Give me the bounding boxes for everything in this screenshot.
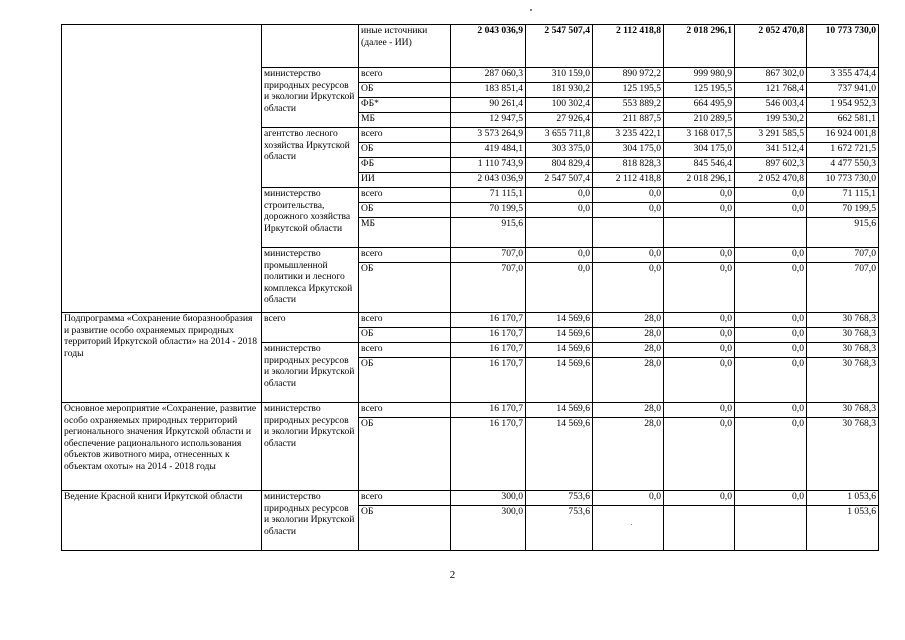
amount-cell: 304 175,0: [664, 143, 735, 158]
amount-cell: 30 768,3: [807, 403, 879, 418]
amount-cell: 999 980,9: [664, 68, 735, 83]
executor-cell: министерство природных ресурсов и экологии Иркутской области: [262, 343, 359, 403]
amount-cell: 0,0: [735, 403, 807, 418]
amount-cell: 3 573 264,9: [451, 128, 526, 143]
funding-source-cell: ОБ: [359, 263, 451, 313]
table-row: [62, 25, 879, 68]
table-row: [62, 403, 879, 418]
amount-cell: 16 924 001,8: [807, 128, 879, 143]
amount-cell: 27 926,4: [526, 113, 593, 128]
amount-cell: 28,0: [593, 418, 664, 491]
executor-cell: министерство строительства, дорожного хозяйства Иркутской области: [262, 188, 359, 248]
amount-cell: [664, 506, 735, 551]
amount-cell: [664, 218, 735, 248]
amount-cell: 30 768,3: [807, 328, 879, 343]
amount-cell: 0,0: [735, 188, 807, 203]
amount-cell: 419 484,1: [451, 143, 526, 158]
program-name-cell: Ведение Красной книги Иркутской области: [62, 491, 262, 551]
funding-source-cell: всего: [359, 491, 451, 506]
amount-cell: 310 159,0: [526, 68, 593, 83]
table-body: [62, 25, 879, 551]
amount-cell: 181 930,2: [526, 83, 593, 98]
table-row: [62, 313, 879, 328]
funding-source-cell: всего: [359, 188, 451, 203]
amount-cell: 30 768,3: [807, 358, 879, 403]
amount-cell: 0,0: [526, 203, 593, 218]
funding-source-cell: ОБ: [359, 506, 451, 551]
amount-cell: 0,0: [526, 188, 593, 203]
funding-source-cell: ИИ: [359, 173, 451, 188]
amount-cell: 0,0: [735, 263, 807, 313]
amount-cell: 1 672 721,5: [807, 143, 879, 158]
executor-cell: всего: [262, 313, 359, 343]
amount-cell: 664 495,9: [664, 98, 735, 113]
amount-cell: 287 060,3: [451, 68, 526, 83]
program-name-cell: [62, 25, 262, 313]
amount-cell: 0,0: [593, 263, 664, 313]
amount-cell: 16 170,7: [451, 358, 526, 403]
amount-cell: 890 972,2: [593, 68, 664, 83]
amount-cell: 121 768,4: [735, 83, 807, 98]
scan-speck: [530, 9, 532, 11]
amount-cell: 3 235 422,1: [593, 128, 664, 143]
amount-cell: 0,0: [664, 418, 735, 491]
amount-cell: 0,0: [593, 188, 664, 203]
amount-cell: 0,0: [526, 248, 593, 263]
amount-cell: 0,0: [735, 343, 807, 358]
amount-cell: 0,0: [735, 328, 807, 343]
amount-cell: 1 053,6: [807, 491, 879, 506]
amount-cell: 0,0: [735, 313, 807, 328]
amount-cell: 100 302,4: [526, 98, 593, 113]
amount-cell: 867 302,0: [735, 68, 807, 83]
amount-cell: 0,0: [664, 328, 735, 343]
program-name-cell: Основное мероприятие «Сохранение, развитие особо охраняемых природных территорий регионального значения Иркутской области и обеспечение рационального использования объектов животного мира, отнесенных к объектам охоты» на 2014 - 2018 годы: [62, 403, 262, 491]
amount-cell: 28,0: [593, 403, 664, 418]
amount-cell: 553 889,2: [593, 98, 664, 113]
amount-cell: 0,0: [735, 491, 807, 506]
amount-cell: 16 170,7: [451, 418, 526, 491]
amount-cell: 0,0: [593, 203, 664, 218]
amount-cell: 30 768,3: [807, 313, 879, 328]
amount-cell: 2 547 507,4: [526, 25, 593, 68]
amount-cell: 2 043 036,9: [451, 25, 526, 68]
amount-cell: 2 112 418,8: [593, 25, 664, 68]
executor-cell: министерство природных ресурсов и экологии Иркутской области: [262, 491, 359, 551]
amount-cell: 70 199,5: [451, 203, 526, 218]
amount-cell: 303 375,0: [526, 143, 593, 158]
budget-table: [61, 24, 879, 551]
amount-cell: 2 043 036,9: [451, 173, 526, 188]
amount-cell: 0,0: [664, 263, 735, 313]
amount-cell: 16 170,7: [451, 403, 526, 418]
amount-cell: 707,0: [451, 248, 526, 263]
amount-cell: 210 289,5: [664, 113, 735, 128]
table-row: [62, 491, 879, 506]
amount-cell: 125 195,5: [593, 83, 664, 98]
amount-cell: 3 355 474,4: [807, 68, 879, 83]
amount-cell: 1 954 952,3: [807, 98, 879, 113]
amount-cell: 10 773 730,0: [807, 25, 879, 68]
amount-cell: 0,0: [735, 358, 807, 403]
amount-cell: 70 199,5: [807, 203, 879, 218]
amount-cell: 28,0: [593, 313, 664, 328]
amount-cell: 71 115,1: [807, 188, 879, 203]
amount-cell: 0,0: [664, 203, 735, 218]
amount-cell: 16 170,7: [451, 343, 526, 358]
funding-source-cell: всего: [359, 68, 451, 83]
amount-cell: 0,0: [664, 248, 735, 263]
scan-speck: [631, 524, 632, 525]
amount-cell: 0,0: [735, 418, 807, 491]
amount-cell: 0,0: [664, 491, 735, 506]
funding-source-cell: ОБ: [359, 328, 451, 343]
executor-cell: министерство природных ресурсов и экологии Иркутской области: [262, 68, 359, 128]
executor-cell: министерство природных ресурсов и экологии Иркутской области: [262, 403, 359, 491]
amount-cell: 300,0: [451, 491, 526, 506]
amount-cell: 737 941,0: [807, 83, 879, 98]
amount-cell: 14 569,6: [526, 418, 593, 491]
funding-source-cell: МБ: [359, 218, 451, 248]
amount-cell: 3 168 017,5: [664, 128, 735, 143]
amount-cell: 1 053,6: [807, 506, 879, 551]
amount-cell: 211 887,5: [593, 113, 664, 128]
amount-cell: 10 773 730,0: [807, 173, 879, 188]
amount-cell: [735, 506, 807, 551]
funding-source-cell: всего: [359, 403, 451, 418]
amount-cell: 2 052 470,8: [735, 25, 807, 68]
amount-cell: 14 569,6: [526, 358, 593, 403]
funding-source-cell: всего: [359, 248, 451, 263]
amount-cell: 28,0: [593, 358, 664, 403]
amount-cell: 1 110 743,9: [451, 158, 526, 173]
amount-cell: 707,0: [807, 263, 879, 313]
amount-cell: 804 829,4: [526, 158, 593, 173]
funding-source-cell: ОБ: [359, 203, 451, 218]
amount-cell: 915,6: [451, 218, 526, 248]
amount-cell: 0,0: [735, 248, 807, 263]
amount-cell: 2 112 418,8: [593, 173, 664, 188]
amount-cell: 14 569,6: [526, 403, 593, 418]
amount-cell: 662 581,1: [807, 113, 879, 128]
executor-cell: [262, 25, 359, 68]
amount-cell: 0,0: [593, 491, 664, 506]
amount-cell: 0,0: [526, 263, 593, 313]
amount-cell: 707,0: [807, 248, 879, 263]
amount-cell: 71 115,1: [451, 188, 526, 203]
page-number: 2: [449, 569, 456, 581]
amount-cell: 3 655 711,8: [526, 128, 593, 143]
amount-cell: 897 602,3: [735, 158, 807, 173]
amount-cell: 0,0: [664, 358, 735, 403]
amount-cell: 28,0: [593, 343, 664, 358]
amount-cell: 125 195,5: [664, 83, 735, 98]
amount-cell: 300,0: [451, 506, 526, 551]
amount-cell: 14 569,6: [526, 343, 593, 358]
amount-cell: 2 018 296,1: [664, 173, 735, 188]
funding-source-cell: ОБ: [359, 418, 451, 491]
executor-cell: министерство промышленной политики и лесного комплекса Иркутской области: [262, 248, 359, 313]
funding-source-cell: ОБ: [359, 83, 451, 98]
amount-cell: 546 003,4: [735, 98, 807, 113]
amount-cell: 3 291 585,5: [735, 128, 807, 143]
amount-cell: 4 477 550,3: [807, 158, 879, 173]
amount-cell: 0,0: [593, 248, 664, 263]
amount-cell: 0,0: [664, 343, 735, 358]
amount-cell: 818 828,3: [593, 158, 664, 173]
amount-cell: [735, 218, 807, 248]
amount-cell: 14 569,6: [526, 328, 593, 343]
amount-cell: 90 261,4: [451, 98, 526, 113]
funding-source-cell: иные источники (далее - ИИ): [359, 25, 451, 68]
executor-cell: агентство лесного хозяйства Иркутской области: [262, 128, 359, 188]
funding-source-cell: ОБ: [359, 143, 451, 158]
amount-cell: 16 170,7: [451, 313, 526, 328]
amount-cell: 30 768,3: [807, 418, 879, 491]
funding-source-cell: ФБ: [359, 158, 451, 173]
program-name-cell: Подпрограмма «Сохранение биоразнообразия и развитие особо охраняемых природных территорий Иркутской области» на 2014 - 2018 годы: [62, 313, 262, 403]
amount-cell: 0,0: [664, 403, 735, 418]
amount-cell: 28,0: [593, 328, 664, 343]
amount-cell: 915,6: [807, 218, 879, 248]
amount-cell: 753,6: [526, 491, 593, 506]
amount-cell: [526, 218, 593, 248]
amount-cell: 2 018 296,1: [664, 25, 735, 68]
funding-source-cell: ОБ: [359, 358, 451, 403]
amount-cell: 16 170,7: [451, 328, 526, 343]
amount-cell: [593, 218, 664, 248]
amount-cell: [593, 506, 664, 551]
amount-cell: 707,0: [451, 263, 526, 313]
funding-source-cell: всего: [359, 343, 451, 358]
amount-cell: 341 512,4: [735, 143, 807, 158]
amount-cell: 183 851,4: [451, 83, 526, 98]
amount-cell: 304 175,0: [593, 143, 664, 158]
amount-cell: 0,0: [664, 313, 735, 328]
amount-cell: 14 569,6: [526, 313, 593, 328]
funding-source-cell: МБ: [359, 113, 451, 128]
amount-cell: 2 547 507,4: [526, 173, 593, 188]
funding-source-cell: всего: [359, 313, 451, 328]
amount-cell: 0,0: [664, 188, 735, 203]
amount-cell: 12 947,5: [451, 113, 526, 128]
amount-cell: 2 052 470,8: [735, 173, 807, 188]
funding-source-cell: всего: [359, 128, 451, 143]
amount-cell: 199 530,2: [735, 113, 807, 128]
funding-source-cell: ФБ*: [359, 98, 451, 113]
amount-cell: 30 768,3: [807, 343, 879, 358]
amount-cell: 0,0: [735, 203, 807, 218]
amount-cell: 845 546,4: [664, 158, 735, 173]
amount-cell: 753,6: [526, 506, 593, 551]
